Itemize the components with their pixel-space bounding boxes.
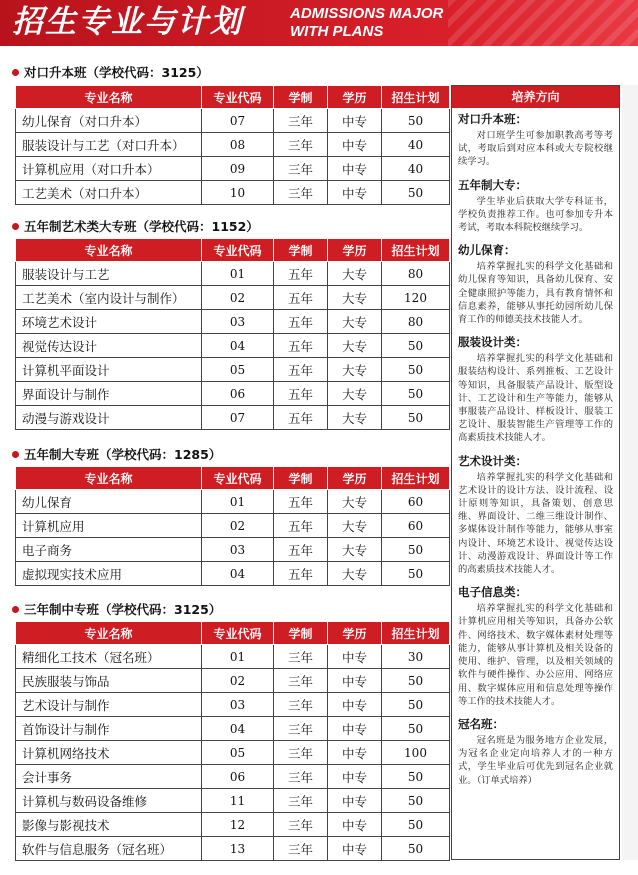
system-cell: 五年 xyxy=(274,562,328,586)
major-code-cell: 13 xyxy=(202,837,274,861)
major-code-cell: 06 xyxy=(202,382,274,406)
major-name-cell: 工艺美术（室内设计与制作） xyxy=(16,286,202,310)
major-code-cell: 01 xyxy=(202,490,274,514)
system-cell: 五年 xyxy=(274,490,328,514)
degree-cell: 大专 xyxy=(328,310,382,334)
section-title: 五年制大专班（学校代码：1285） xyxy=(24,447,222,462)
major-name-cell: 艺术设计与制作 xyxy=(16,693,202,717)
major-name-cell: 电子商务 xyxy=(16,538,202,562)
header-banner xyxy=(0,0,638,46)
section-heading xyxy=(12,219,259,235)
major-table xyxy=(15,85,450,205)
degree-cell: 中专 xyxy=(328,109,382,133)
direction-block xyxy=(458,178,613,235)
major-code-cell: 04 xyxy=(202,334,274,358)
system-cell: 三年 xyxy=(274,181,328,205)
panel-title: 培养方向 xyxy=(452,86,619,108)
header-system: 学制 xyxy=(274,239,328,262)
plan-cell: 50 xyxy=(382,813,450,837)
header-degree: 学历 xyxy=(328,239,382,262)
plan-cell: 50 xyxy=(382,693,450,717)
header-name: 专业名称 xyxy=(16,467,202,490)
direction-text: 培养掌握扎实的科学文化基础和幼儿保育等知识，具备幼儿保育、安全健康照护等能力，具有教育情怀和信息素养，能够从事托幼园所幼儿保育工作的师德美技术技能人才。 xyxy=(458,261,613,326)
table-row xyxy=(16,109,450,133)
major-name-cell: 幼儿保育（对口升本） xyxy=(16,109,202,133)
major-code-cell: 08 xyxy=(202,133,274,157)
header-plan: 招生计划 xyxy=(382,239,450,262)
direction-block xyxy=(458,585,613,708)
degree-cell: 大专 xyxy=(328,406,382,430)
direction-title: 五年制大专： xyxy=(458,177,527,192)
plan-cell: 50 xyxy=(382,765,450,789)
system-cell: 三年 xyxy=(274,133,328,157)
system-cell: 五年 xyxy=(274,262,328,286)
table-row xyxy=(16,837,450,861)
header-name: 专业名称 xyxy=(16,86,202,109)
major-table xyxy=(15,238,450,430)
plan-cell: 50 xyxy=(382,358,450,382)
table-row xyxy=(16,286,450,310)
system-cell: 三年 xyxy=(274,157,328,181)
header-plan: 招生计划 xyxy=(382,622,450,645)
header-code: 专业代码 xyxy=(202,86,274,109)
system-cell: 五年 xyxy=(274,310,328,334)
degree-cell: 大专 xyxy=(328,262,382,286)
major-code-cell: 02 xyxy=(202,514,274,538)
table-row xyxy=(16,133,450,157)
table-row xyxy=(16,181,450,205)
system-cell: 三年 xyxy=(274,109,328,133)
degree-cell: 大专 xyxy=(328,490,382,514)
major-name-cell: 服装设计与工艺（对口升本） xyxy=(16,133,202,157)
english-title-line-2: WITH PLANS xyxy=(290,23,384,40)
table-row xyxy=(16,157,450,181)
major-name-cell: 计算机网络技术 xyxy=(16,741,202,765)
table-row xyxy=(16,645,450,669)
plan-cell: 50 xyxy=(382,382,450,406)
degree-cell: 中专 xyxy=(328,717,382,741)
system-cell: 三年 xyxy=(274,765,328,789)
major-name-cell: 软件与信息服务（冠名班） xyxy=(16,837,202,861)
degree-cell: 中专 xyxy=(328,133,382,157)
plan-cell: 60 xyxy=(382,514,450,538)
section-heading xyxy=(12,447,221,463)
major-code-cell: 12 xyxy=(202,813,274,837)
major-code-cell: 05 xyxy=(202,741,274,765)
system-cell: 三年 xyxy=(274,837,328,861)
header-code: 专业代码 xyxy=(202,239,274,262)
table-row xyxy=(16,789,450,813)
section-title: 三年制中专班（学校代码：3125） xyxy=(24,602,222,617)
plan-cell: 50 xyxy=(382,334,450,358)
degree-cell: 中专 xyxy=(328,181,382,205)
table-row xyxy=(16,382,450,406)
major-name-cell: 服装设计与工艺 xyxy=(16,262,202,286)
page-title-english xyxy=(290,5,443,41)
header-system: 学制 xyxy=(274,622,328,645)
major-code-cell: 07 xyxy=(202,109,274,133)
table-row xyxy=(16,765,450,789)
plan-cell: 80 xyxy=(382,310,450,334)
section-heading xyxy=(12,65,209,81)
plan-cell: 100 xyxy=(382,741,450,765)
section-heading xyxy=(12,602,221,618)
major-name-cell: 幼儿保育 xyxy=(16,490,202,514)
header-system: 学制 xyxy=(274,86,328,109)
direction-block xyxy=(458,112,613,169)
plan-cell: 50 xyxy=(382,181,450,205)
direction-title: 电子信息类： xyxy=(458,585,527,600)
major-code-cell: 11 xyxy=(202,789,274,813)
major-code-cell: 02 xyxy=(202,669,274,693)
plan-cell: 50 xyxy=(382,669,450,693)
table-header-row xyxy=(16,86,450,109)
table-row xyxy=(16,693,450,717)
table-header-row xyxy=(16,239,450,262)
table-row xyxy=(16,334,450,358)
direction-block xyxy=(458,243,613,326)
major-code-cell: 05 xyxy=(202,358,274,382)
plan-cell: 50 xyxy=(382,789,450,813)
table-row xyxy=(16,669,450,693)
table-row xyxy=(16,813,450,837)
direction-text: 培养掌握扎实的科学文化基础和服装结构设计、系列推板、工艺设计等知识，具备服装产品设计、版型设计、工艺设计和生产等能力，能够从事服装产品设计、样板设计、服装工艺设计、服装智能生产管理等工作的高素质技术技能人才。 xyxy=(458,353,613,444)
major-name-cell: 会计事务 xyxy=(16,765,202,789)
degree-cell: 中专 xyxy=(328,789,382,813)
table-row xyxy=(16,262,450,286)
header-plan: 招生计划 xyxy=(382,86,450,109)
major-name-cell: 影像与影视技术 xyxy=(16,813,202,837)
header-name: 专业名称 xyxy=(16,622,202,645)
major-code-cell: 03 xyxy=(202,310,274,334)
system-cell: 三年 xyxy=(274,789,328,813)
system-cell: 五年 xyxy=(274,286,328,310)
system-cell: 三年 xyxy=(274,693,328,717)
section-title: 五年制艺术类大专班（学校代码：1152） xyxy=(24,219,259,234)
table-row xyxy=(16,358,450,382)
major-table xyxy=(15,621,450,861)
system-cell: 五年 xyxy=(274,358,328,382)
direction-title: 冠名班： xyxy=(458,716,504,731)
degree-cell: 大专 xyxy=(328,562,382,586)
degree-cell: 中专 xyxy=(328,813,382,837)
major-code-cell: 03 xyxy=(202,538,274,562)
major-code-cell: 06 xyxy=(202,765,274,789)
plan-cell: 50 xyxy=(382,109,450,133)
plan-cell: 50 xyxy=(382,717,450,741)
direction-text: 培养掌握扎实的科学文化基础和计算机应用相关等知识，具备办公软件、网络技术、数字媒体素材处理等能力，能够从事计算机及相关设备的使用、维护、管理，以及相关领域的软件与硬件操作、办公应用、网络应用、数字媒体应用和信息处理等操作等工作的技术技能人才。 xyxy=(458,603,613,707)
degree-cell: 中专 xyxy=(328,693,382,717)
bullet-dot-icon xyxy=(12,69,19,76)
major-code-cell: 09 xyxy=(202,157,274,181)
section-title: 对口升本班（学校代码：3125） xyxy=(24,65,209,80)
major-code-cell: 07 xyxy=(202,406,274,430)
major-name-cell: 虚拟现实技术应用 xyxy=(16,562,202,586)
table-row xyxy=(16,741,450,765)
direction-text: 学生毕业后获取大学专科证书，学校负责推荐工作。也可参加专升本考试，考取本科院校继续学习。 xyxy=(458,195,613,234)
major-code-cell: 01 xyxy=(202,645,274,669)
system-cell: 五年 xyxy=(274,538,328,562)
degree-cell: 大专 xyxy=(328,538,382,562)
plan-cell: 50 xyxy=(382,406,450,430)
system-cell: 五年 xyxy=(274,334,328,358)
plan-cell: 120 xyxy=(382,286,450,310)
header-code: 专业代码 xyxy=(202,622,274,645)
degree-cell: 大专 xyxy=(328,334,382,358)
plan-cell: 80 xyxy=(382,262,450,286)
major-name-cell: 工艺美术（对口升本） xyxy=(16,181,202,205)
major-name-cell: 环境艺术设计 xyxy=(16,310,202,334)
table-row xyxy=(16,562,450,586)
major-name-cell: 首饰设计与制作 xyxy=(16,717,202,741)
system-cell: 三年 xyxy=(274,669,328,693)
table-row xyxy=(16,490,450,514)
system-cell: 三年 xyxy=(274,741,328,765)
header-degree: 学历 xyxy=(328,622,382,645)
degree-cell: 大专 xyxy=(328,286,382,310)
plan-cell: 60 xyxy=(382,490,450,514)
major-name-cell: 计算机应用（对口升本） xyxy=(16,157,202,181)
major-code-cell: 01 xyxy=(202,262,274,286)
direction-block xyxy=(458,717,613,787)
plan-cell: 40 xyxy=(382,133,450,157)
plan-cell: 50 xyxy=(382,837,450,861)
degree-cell: 大专 xyxy=(328,358,382,382)
header-code: 专业代码 xyxy=(202,467,274,490)
table-row xyxy=(16,406,450,430)
training-direction-panel xyxy=(451,85,620,860)
table-header-row xyxy=(16,622,450,645)
table-row xyxy=(16,538,450,562)
bullet-dot-icon xyxy=(12,606,19,613)
degree-cell: 中专 xyxy=(328,741,382,765)
major-name-cell: 视觉传达设计 xyxy=(16,334,202,358)
major-table xyxy=(15,466,450,586)
major-name-cell: 动漫与游戏设计 xyxy=(16,406,202,430)
plan-cell: 30 xyxy=(382,645,450,669)
major-code-cell: 04 xyxy=(202,562,274,586)
table-row xyxy=(16,514,450,538)
major-name-cell: 界面设计与制作 xyxy=(16,382,202,406)
header-degree: 学历 xyxy=(328,86,382,109)
degree-cell: 中专 xyxy=(328,645,382,669)
header-name: 专业名称 xyxy=(16,239,202,262)
table-row xyxy=(16,717,450,741)
direction-block xyxy=(458,454,613,577)
direction-text: 对口班学生可参加职教高考等考试，考取后到对应本科或大专院校继续学习。 xyxy=(458,130,613,168)
major-code-cell: 04 xyxy=(202,717,274,741)
header-degree: 学历 xyxy=(328,467,382,490)
major-name-cell: 计算机平面设计 xyxy=(16,358,202,382)
header-system: 学制 xyxy=(274,467,328,490)
direction-text: 冠名班是为服务地方企业发展，为冠名企业定向培养人才的一种方式，学生毕业后可优先到冠名企业就业。（订单式培养） xyxy=(458,734,613,786)
direction-title: 对口升本班： xyxy=(458,112,527,126)
direction-title: 艺术设计类： xyxy=(458,453,527,468)
major-name-cell: 计算机与数码设备维修 xyxy=(16,789,202,813)
direction-block xyxy=(458,335,613,444)
bullet-dot-icon xyxy=(12,451,19,458)
direction-title: 服装设计类： xyxy=(458,335,527,350)
degree-cell: 大专 xyxy=(328,514,382,538)
degree-cell: 中专 xyxy=(328,765,382,789)
system-cell: 五年 xyxy=(274,406,328,430)
system-cell: 五年 xyxy=(274,514,328,538)
banner-decoration xyxy=(448,0,638,46)
degree-cell: 中专 xyxy=(328,157,382,181)
bullet-dot-icon xyxy=(12,223,19,230)
major-code-cell: 10 xyxy=(202,181,274,205)
table-header-row xyxy=(16,467,450,490)
plan-cell: 40 xyxy=(382,157,450,181)
degree-cell: 大专 xyxy=(328,382,382,406)
system-cell: 三年 xyxy=(274,645,328,669)
system-cell: 五年 xyxy=(274,382,328,406)
direction-text: 培养掌握扎实的科学文化基础和艺术设计的设计方法、设计流程、设计原则等知识，具备策划、创意思维、界面设计、二维三维设计制作、多媒体设计制作等能力，能够从事室内设计、环境艺术设计、视觉传达设计、动漫游戏设计、界面设计等工作的高素质技术技能人才。 xyxy=(458,471,613,576)
system-cell: 三年 xyxy=(274,717,328,741)
page-title: 招生专业与计划 xyxy=(12,4,243,40)
major-name-cell: 计算机应用 xyxy=(16,514,202,538)
plan-cell: 50 xyxy=(382,562,450,586)
plan-cell: 50 xyxy=(382,538,450,562)
system-cell: 三年 xyxy=(274,813,328,837)
panel-body xyxy=(452,108,619,787)
header-plan: 招生计划 xyxy=(382,467,450,490)
english-title-line-1: ADMISSIONS MAJOR xyxy=(290,5,444,22)
degree-cell: 中专 xyxy=(328,669,382,693)
major-name-cell: 民族服装与饰品 xyxy=(16,669,202,693)
major-code-cell: 03 xyxy=(202,693,274,717)
major-name-cell: 精细化工技术（冠名班） xyxy=(16,645,202,669)
table-row xyxy=(16,310,450,334)
major-code-cell: 02 xyxy=(202,286,274,310)
page-edge-decoration xyxy=(622,85,638,860)
degree-cell: 中专 xyxy=(328,837,382,861)
direction-title: 幼儿保育： xyxy=(458,243,516,258)
